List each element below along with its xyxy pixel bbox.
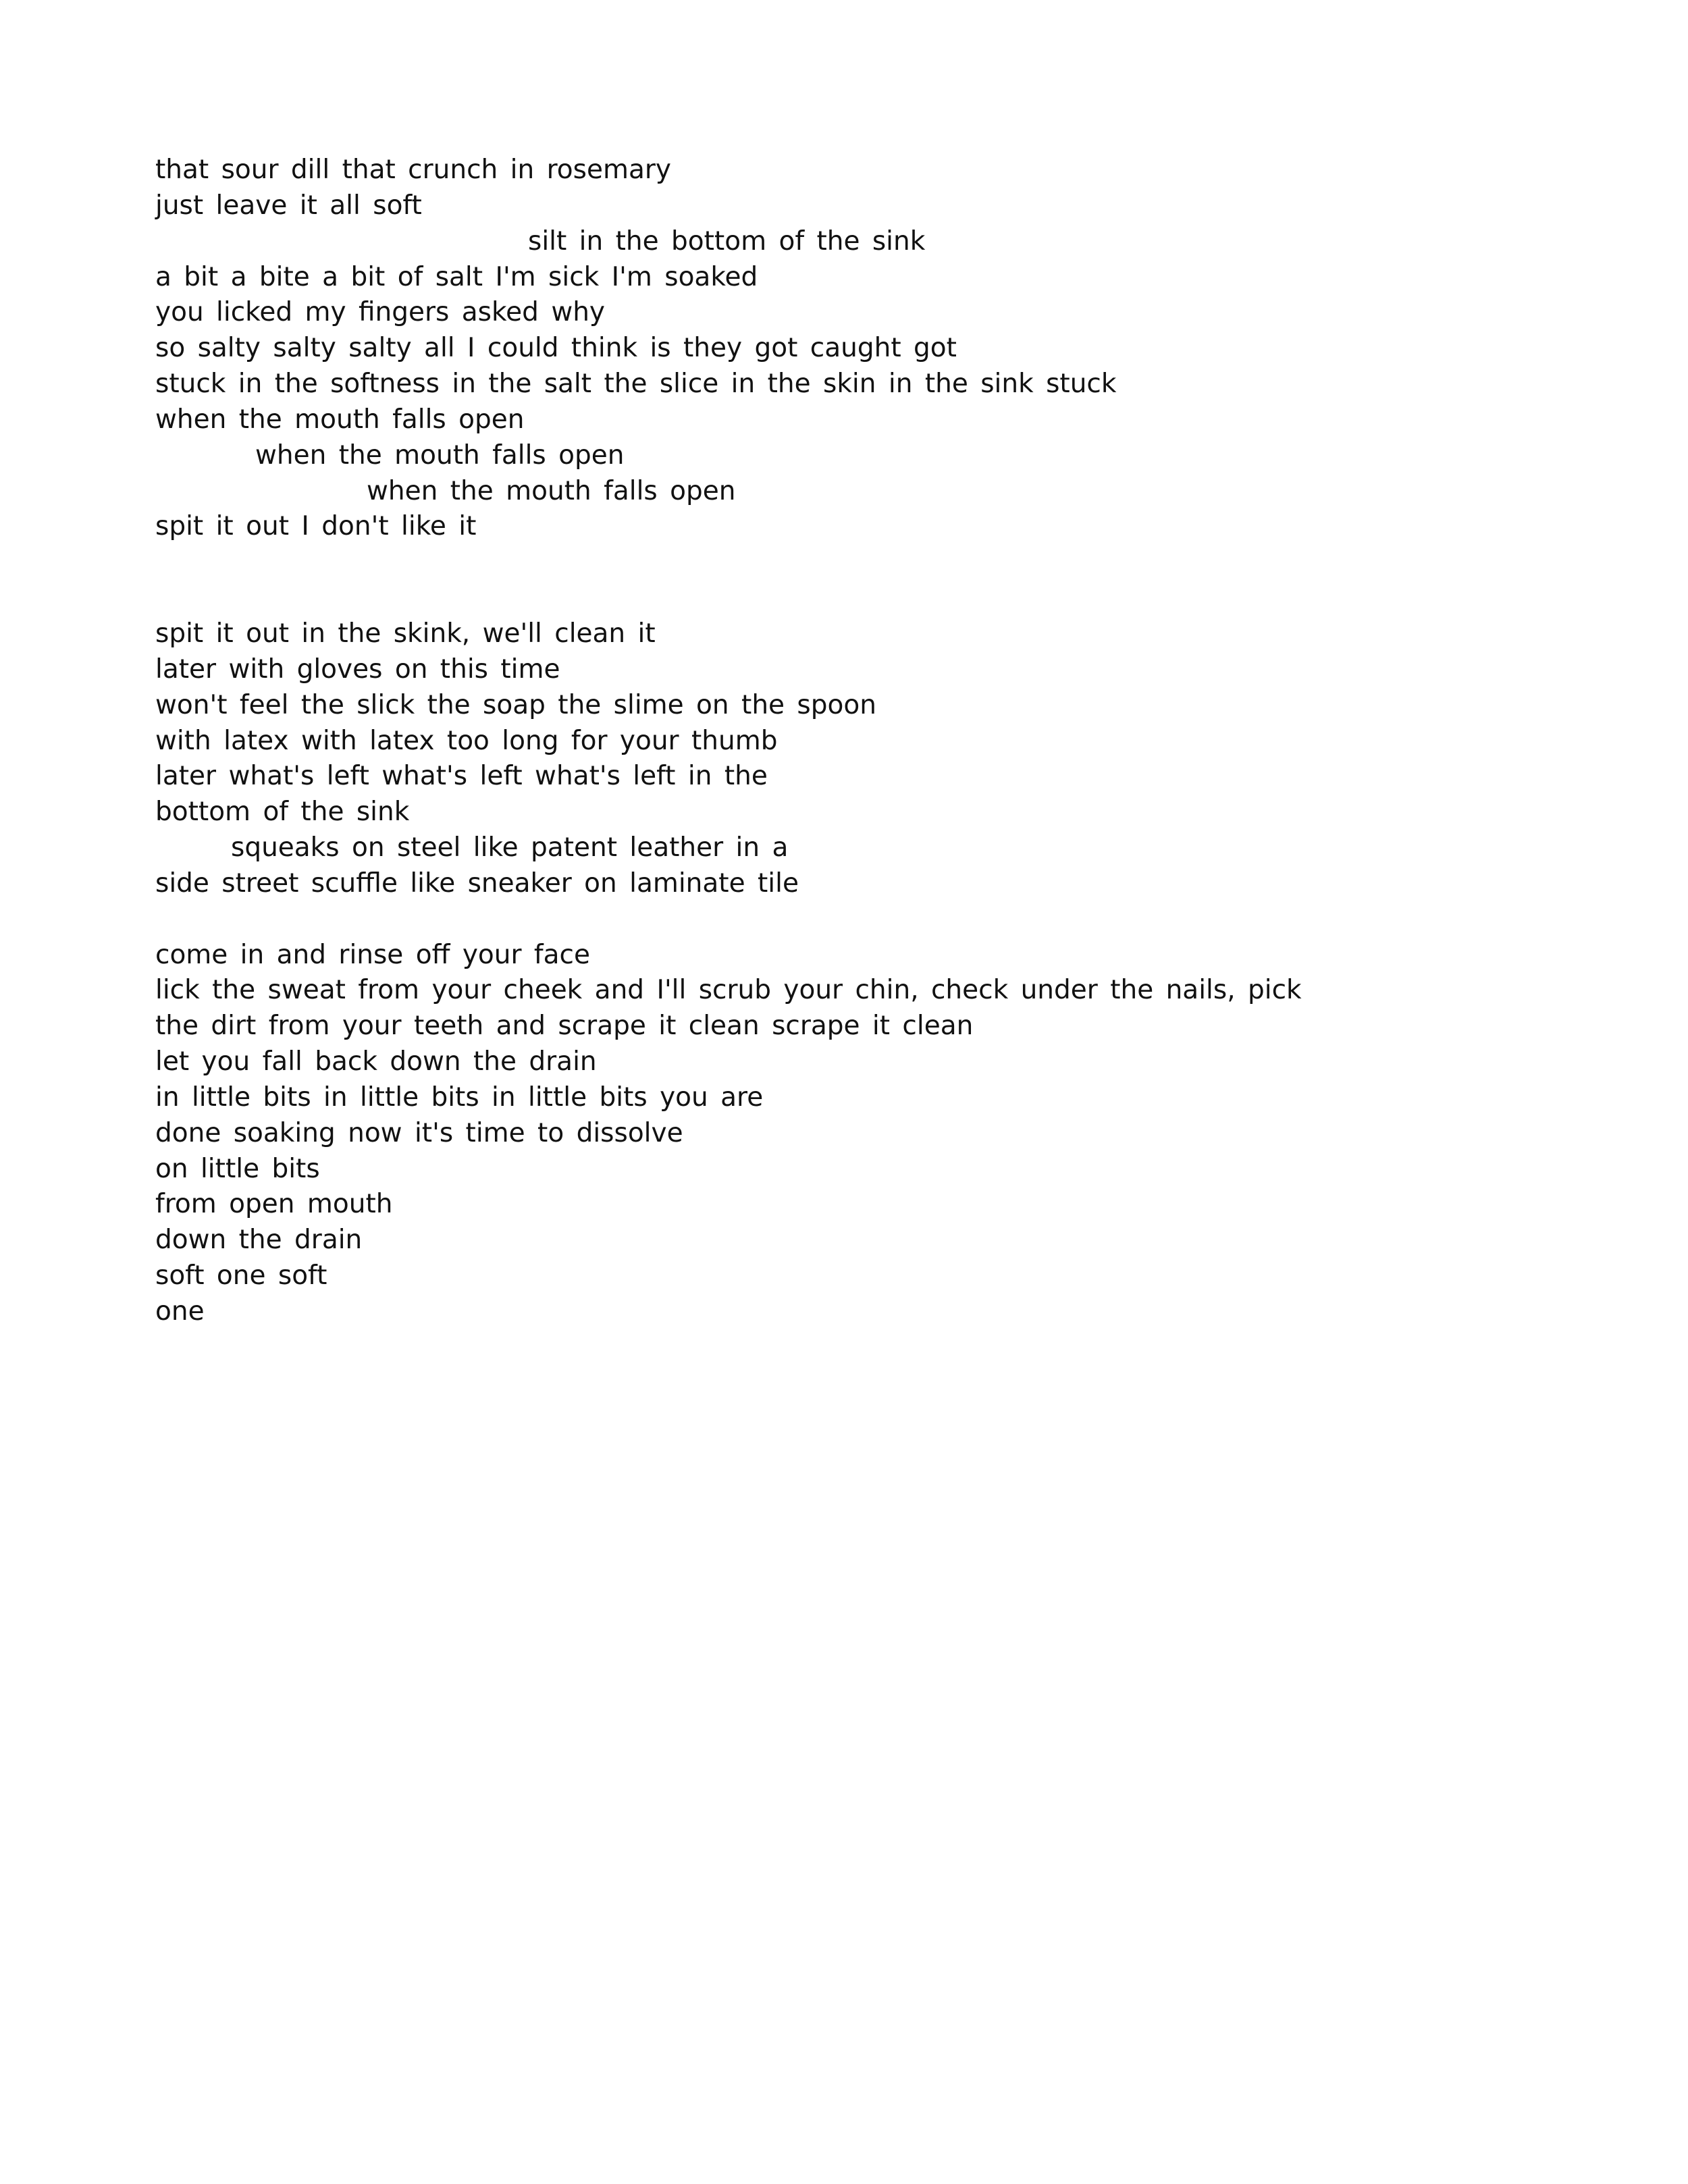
poem-line: when the mouth falls open [155,404,525,435]
poem-line: later with gloves on this time [155,654,560,685]
poem-line: bottom of the sink [155,797,410,828]
stanza-2 [155,616,1573,902]
poem-line: one [155,1296,205,1327]
poem-line: later what's left what's left what's left in the [155,761,768,792]
poem-line: stuck in the softness in the salt the slice in the skin in the sink stuck [155,369,1117,400]
poem-line: spit it out I don't like it [155,511,477,542]
poem-line: squeaks on steel like patent leather in a [231,832,789,863]
stanza-3 [155,938,1573,1330]
poem-line: done soaking now it's time to dissolve [155,1117,683,1148]
poem-line: that sour dill that crunch in rosemary [155,155,671,185]
poem-line: on little bits [155,1153,320,1184]
poem-line: the dirt from your teeth and scrape it clean scrape it clean [155,1011,974,1042]
poem-line: let you fall back down the drain [155,1046,597,1077]
poem-line: with latex with latex too long for your thumb [155,725,778,756]
poem-line: when the mouth falls open [255,440,625,471]
poem-line: just leave it all soft [155,190,422,221]
stanza-break [155,902,1573,938]
poem-line: soft one soft [155,1260,327,1291]
poem-line: you licked my fingers asked why [155,297,606,328]
poem-line: won't feel the slick the soap the slime on the spoon [155,689,876,720]
poem-line: in little bits in little bits in little bits you are [155,1082,764,1113]
poem-line: lick the sweat from your cheek and I'll scrub your chin, check under the nails, pick [155,975,1302,1006]
poem-line: side street scuffle like sneaker on laminate tile [155,868,799,899]
poem-line: a bit a bite a bit of salt I'm sick I'm soaked [155,261,758,292]
poem-line: from open mouth [155,1189,393,1220]
poem-line: when the mouth falls open [367,475,736,506]
poem-line: down the drain [155,1225,363,1256]
poem-body [155,153,1573,1330]
poem-line: so salty salty salty all I could think is they got caught got [155,333,957,364]
poem-line: silt in the bottom of the sink [528,225,926,257]
poem-line: spit it out in the skink, we'll clean it [155,618,656,649]
poem-line: come in and rinse off your face [155,939,590,970]
stanza-1 [155,153,1573,545]
stanza-break [155,545,1573,616]
